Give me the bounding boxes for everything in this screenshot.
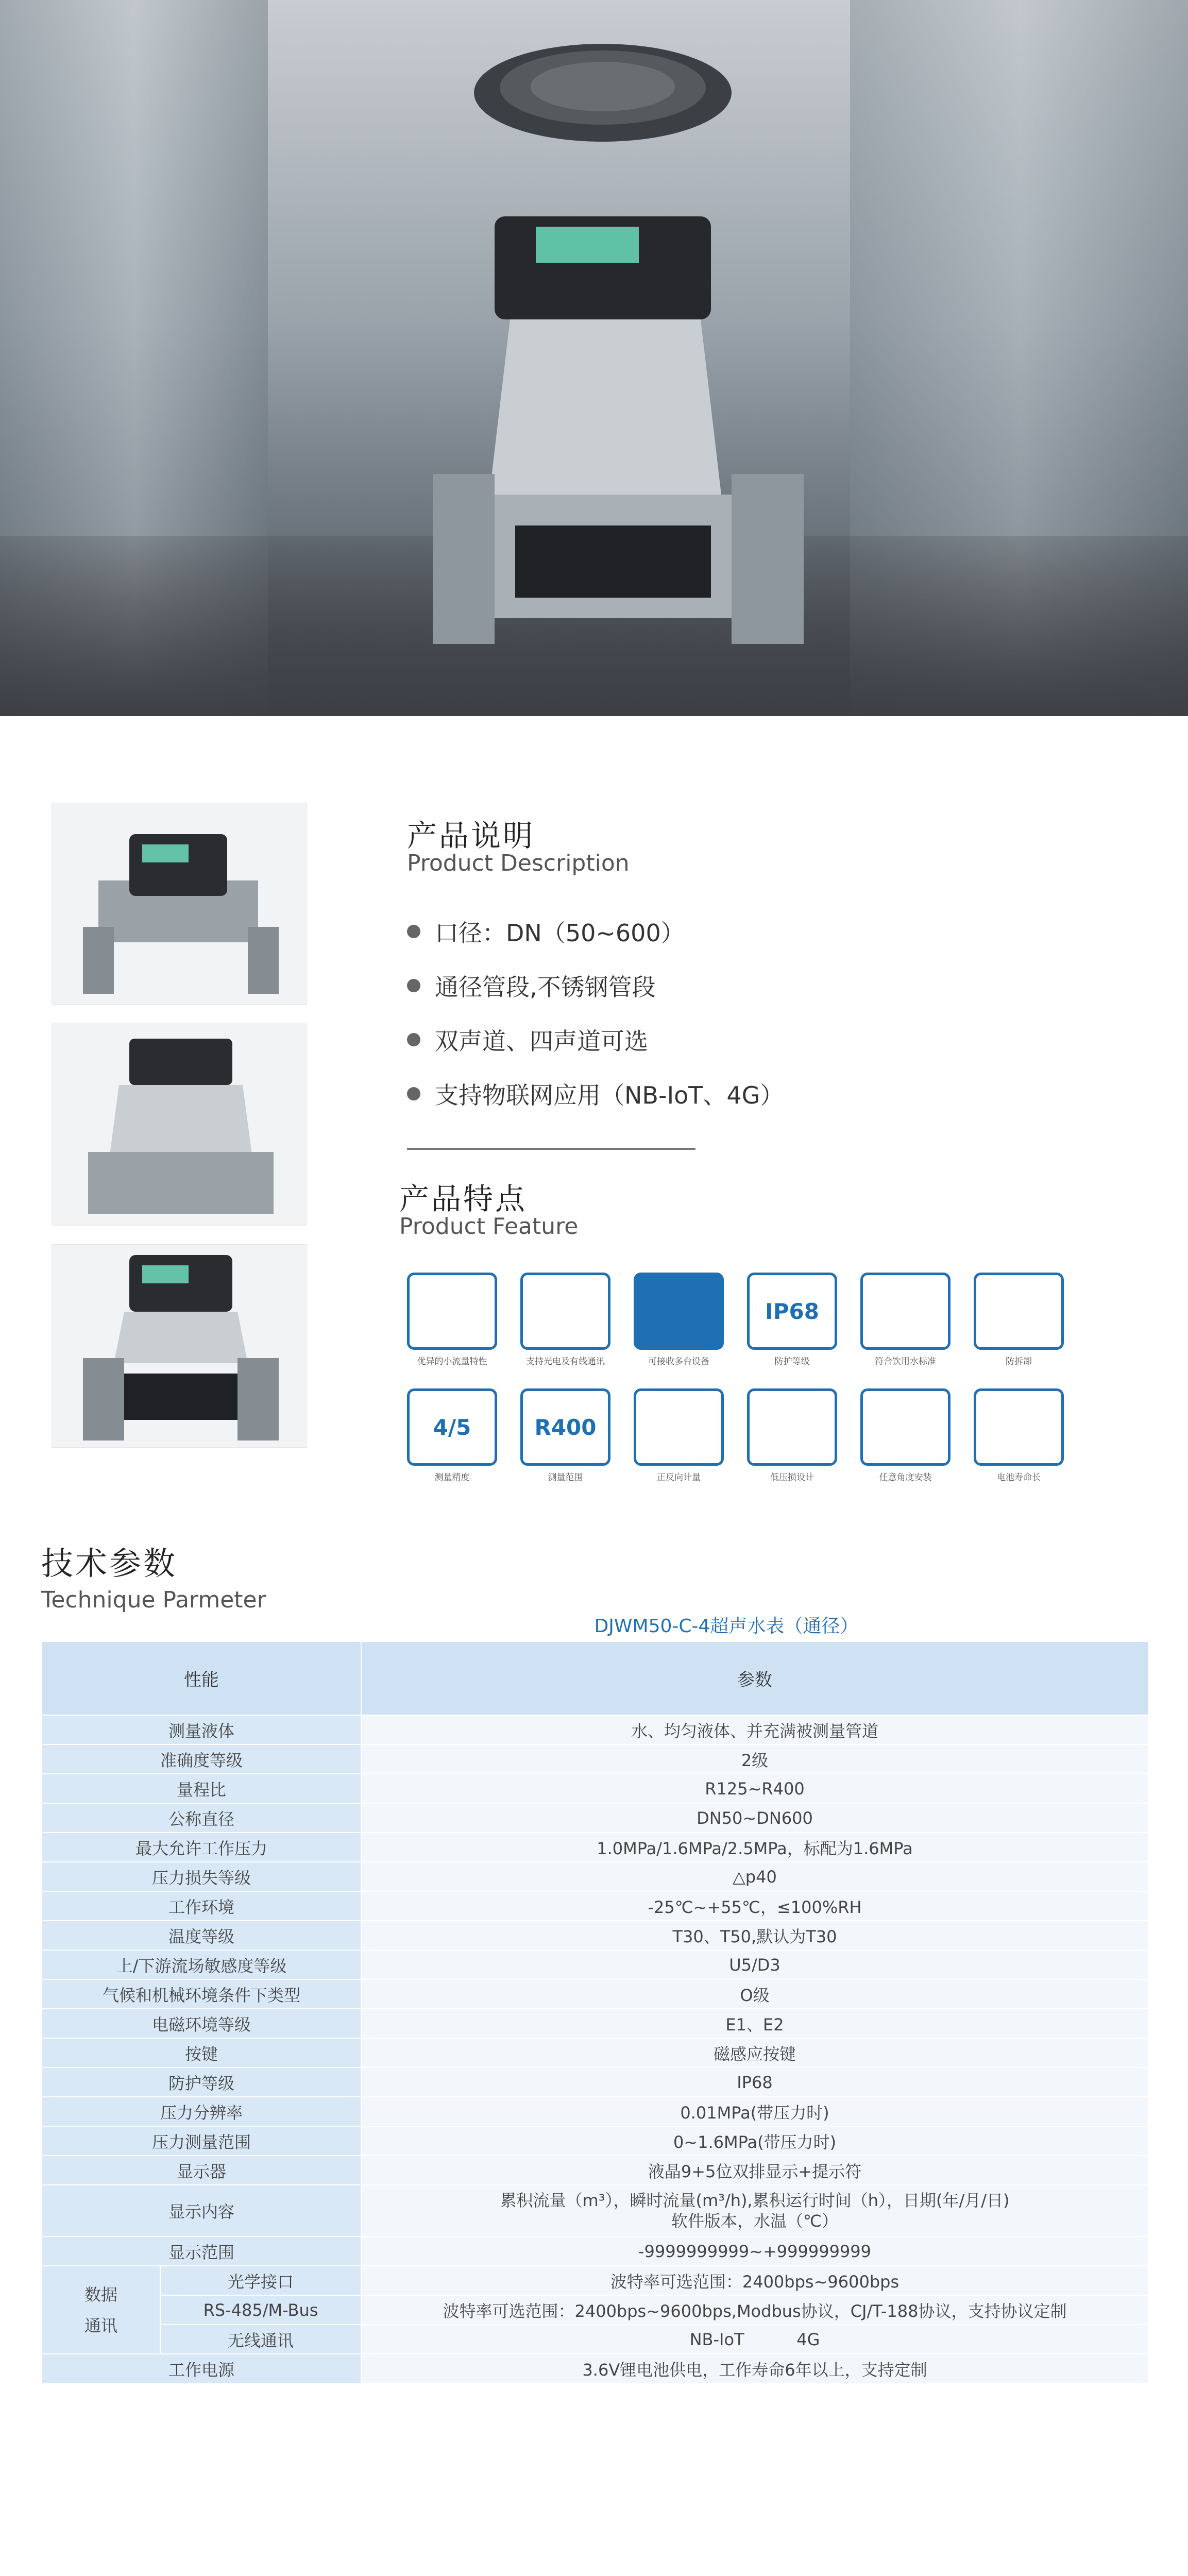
table-row: [42, 1833, 1148, 1862]
table-row: [42, 1715, 1148, 1744]
table-cell: 1.0MPa/1.6MPa/2.5MPa，标配为1.6MPa: [361, 1833, 1148, 1862]
r400-icon: R400: [520, 1388, 610, 1466]
intro-title-cn: 产品说明: [407, 818, 535, 853]
product-photo-2: [52, 1023, 307, 1226]
tech-title-en: Technique Parmeter: [41, 1587, 266, 1613]
water-drop-icon: [407, 1273, 497, 1350]
hero-banner: [0, 0, 1188, 716]
table-cell: 液晶9+5位双排显示+提示符: [361, 2156, 1148, 2185]
feature-caption: 正反向计量: [657, 1472, 701, 1483]
table-row: [42, 2266, 1148, 2295]
table-row: [42, 1891, 1148, 1921]
table-cell: 水、均匀液体、并充满被测量管道: [361, 1715, 1148, 1744]
table-cell: 累积流量（m³），瞬时流量(m³/h),累积运行时间（h），日期(年/月/日) 软件版本，水温（℃）: [361, 2185, 1148, 2236]
table-cell: 性能: [42, 1641, 361, 1715]
table-cell: 按键: [42, 2038, 361, 2067]
table-cell: 显示范围: [42, 2236, 361, 2266]
feature-item: [634, 1273, 724, 1367]
feature-item: [747, 1273, 837, 1367]
table-cell: 数据 通讯: [42, 2266, 160, 2354]
feature-caption: 可接收多台设备: [648, 1357, 709, 1367]
intro-bullet: 通径管段,不锈钢管段: [407, 969, 656, 1003]
table-cell: T30、T50,默认为T30: [361, 1921, 1148, 1950]
table-row: [42, 1979, 1148, 2009]
table-cell: O级: [361, 1979, 1148, 2009]
tools-icon: [974, 1273, 1064, 1350]
table-cell: 防护等级: [42, 2067, 361, 2097]
intro-bullet: 口径：DN（50~600）: [407, 914, 685, 948]
feature-caption: 测量范围: [548, 1472, 583, 1483]
table-row: [42, 2038, 1148, 2067]
feature-caption: 低压损设计: [770, 1472, 814, 1483]
table-cell: 压力损失等级: [42, 1862, 361, 1891]
feature-caption: 优异的小流量特性: [417, 1357, 487, 1367]
feature-item: [407, 1388, 497, 1483]
table-cell: 波特率可选范围：2400bps~9600bps,Modbus协议，CJ/T-188协议，支持协议定制: [361, 2295, 1148, 2325]
table-cell: 公称直径: [42, 1803, 361, 1833]
table-row: [42, 2156, 1148, 2185]
feature-item: [860, 1273, 951, 1367]
table-row: [42, 2325, 1148, 2354]
table-row: [42, 1744, 1148, 1774]
bullet-dot-icon: [407, 979, 420, 992]
feature-caption: 防护等级: [774, 1357, 810, 1367]
table-row: [42, 2354, 1148, 2383]
table-cell: 0~1.6MPa(带压力时): [361, 2126, 1148, 2156]
product-photo-1: [52, 803, 307, 1005]
table-cell: 气候和机械环境条件下类型: [42, 1979, 361, 2009]
feature-caption: 测量精度: [434, 1472, 470, 1483]
table-cell: 温度等级: [42, 1921, 361, 1950]
table-cell: DN50~DN600: [361, 1803, 1148, 1833]
feature-title-en: Product Feature: [399, 1213, 579, 1240]
feature-caption: 任意角度安装: [879, 1472, 932, 1483]
pressure-loss-icon: [747, 1388, 837, 1466]
table-cell: 测量液体: [42, 1715, 361, 1744]
table-cell: 显示内容: [42, 2185, 361, 2236]
parameter-table: [41, 1641, 1149, 2384]
table-cell: R125~R400: [361, 1774, 1148, 1803]
wireless-usb-icon: [520, 1273, 610, 1350]
feature-item: [634, 1388, 724, 1483]
table-row: [42, 2009, 1148, 2038]
table-row: [42, 1774, 1148, 1803]
water-meter-product-image: [433, 31, 824, 675]
table-header: [42, 1641, 1148, 1715]
bullet-dot-icon: [407, 1033, 420, 1046]
table-cell: △p40: [361, 1862, 1148, 1891]
table-row: [42, 1862, 1148, 1891]
table-row: [42, 1921, 1148, 1950]
table-cell: 最大允许工作压力: [42, 1833, 361, 1862]
table-cell: U5/D3: [361, 1950, 1148, 1979]
feature-caption: 电池寿命长: [997, 1472, 1041, 1483]
table-cell: NB-IoT 4G: [361, 2325, 1148, 2354]
table-cell: 工作电源: [42, 2354, 361, 2383]
feature-item: [747, 1388, 837, 1483]
feature-item: [974, 1273, 1064, 1367]
bullet-dot-icon: [407, 1087, 420, 1100]
feature-caption: 防拆卸: [1006, 1357, 1032, 1367]
feature-item: [407, 1273, 497, 1367]
bullet-dot-icon: [407, 925, 420, 938]
install-icon: [860, 1388, 951, 1466]
table-row: [42, 2126, 1148, 2156]
ip68-icon: IP68: [747, 1273, 837, 1350]
table-cell: 0.01MPa(带压力时): [361, 2097, 1148, 2126]
table-row: [42, 2067, 1148, 2097]
table-cell: 无线通讯: [160, 2325, 361, 2354]
table-cell: 3.6V锂电池供电，工作寿命6年以上，支持定制: [361, 2354, 1148, 2383]
table-cell: 电磁环境等级: [42, 2009, 361, 2038]
feature-item: [520, 1388, 610, 1483]
intro-bullet: 双声道、四声道可选: [407, 1023, 648, 1057]
table-cell: -25℃~+55℃，≤100%RH: [361, 1891, 1148, 1921]
tap-icon: [860, 1273, 951, 1350]
table-row: [42, 2236, 1148, 2266]
table-cell: 2级: [361, 1744, 1148, 1774]
feature-item: [860, 1388, 951, 1483]
feature-item: [520, 1273, 610, 1367]
table-row: [42, 2185, 1148, 2236]
table-cell: 光学接口: [160, 2266, 361, 2295]
table-cell: -9999999999~+999999999: [361, 2236, 1148, 2266]
battery-icon: [974, 1388, 1064, 1466]
table-row: [42, 1803, 1148, 1833]
table-cell: 工作环境: [42, 1891, 361, 1921]
feature-caption: 符合饮用水标准: [875, 1357, 936, 1367]
table-cell: 显示器: [42, 2156, 361, 2185]
table-cell: 参数: [361, 1641, 1148, 1715]
intro-title-en: Product Description: [407, 850, 630, 876]
table-cell: 压力测量范围: [42, 2126, 361, 2156]
feature-caption: 支持光电及有线通讯: [526, 1357, 605, 1367]
feature-item: [974, 1388, 1064, 1483]
table-cell: IP68: [361, 2067, 1148, 2097]
table-cell: E1、E2: [361, 2009, 1148, 2038]
intro-bullet: 支持物联网应用（NB-IoT、4G）: [407, 1077, 784, 1111]
network-icon: [634, 1273, 724, 1350]
table-cell: 磁感应按键: [361, 2038, 1148, 2067]
accuracy-icon: 4/5: [407, 1388, 497, 1466]
table-cell: 准确度等级: [42, 1744, 361, 1774]
table-cell: 波特率可选范围：2400bps~9600bps: [361, 2266, 1148, 2295]
table-cell: 上/下游流场敏感度等级: [42, 1950, 361, 1979]
divider: [407, 1148, 695, 1150]
product-photo-3: [52, 1244, 307, 1448]
tech-title-cn: 技术参数: [41, 1545, 178, 1582]
table-cell: 压力分辨率: [42, 2097, 361, 2126]
model-caption: DJWM50-C-4超声水表（通径）: [594, 1616, 859, 1637]
table-row: [42, 1950, 1148, 1979]
feature-title-cn: 产品特点: [399, 1181, 528, 1216]
bidirection-icon: [634, 1388, 724, 1466]
table-row: [42, 2097, 1148, 2126]
table-row: [42, 2295, 1148, 2325]
table-cell: RS-485/M-Bus: [160, 2295, 361, 2325]
table-cell: 量程比: [42, 1774, 361, 1803]
